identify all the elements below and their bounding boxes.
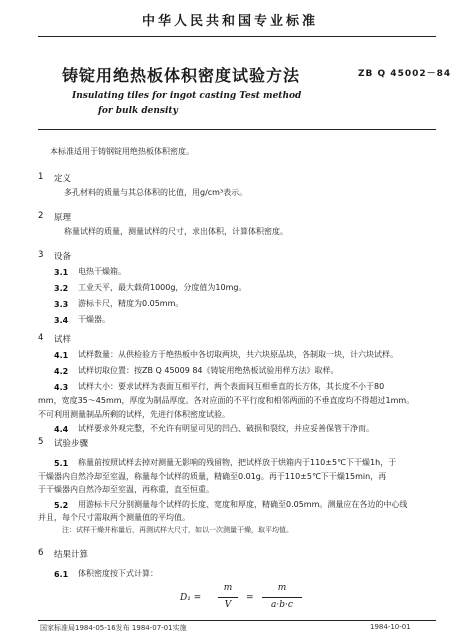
item-5-2-text-line-2: 并且，每个尺寸需取两个测量值的平均值。	[38, 513, 190, 522]
item-3-4-text: 干燥器。	[78, 315, 110, 324]
section-6-number: 6	[38, 548, 44, 558]
item-3-2-number: 3.2	[54, 284, 69, 293]
item-4-3-text-line-1: 试样大小：要求试样为表面互相平行，两个表面间互相垂直的长方体，其长度不小于80	[78, 382, 385, 391]
item-5-1-text-line-1: 称量前按照试样去掉对测量无影响的残留物，把试样放于烘箱内于110±5℃下干燥1h，于	[78, 458, 397, 467]
footer-issue-info: 国家标准局1984-05-16发布 1984-07-01实施	[40, 624, 187, 632]
item-4-2-number: 4.2	[54, 367, 69, 376]
item-4-3-number: 4.3	[54, 383, 69, 392]
formula-equals: =	[246, 593, 254, 603]
item-3-1-number: 3.1	[54, 268, 69, 277]
density-formula	[180, 582, 320, 616]
formula-frac2-denominator: a·b·c	[271, 600, 293, 610]
item-3-2-text: 工业天平，最大载荷1000g，分度值为10mg。	[78, 283, 247, 292]
section-4-number: 4	[38, 333, 44, 343]
item-6-1-text: 体积密度按下式计算：	[78, 569, 158, 578]
item-4-1-number: 4.1	[54, 351, 69, 360]
english-title-line-2: for bulk density	[98, 106, 178, 116]
footer-rule	[38, 620, 436, 621]
section-1-number: 1	[38, 172, 44, 182]
formula-frac1-numerator: m	[223, 583, 233, 593]
document-header: 中华人民共和国专业标准	[141, 14, 318, 29]
section-3-number: 3	[38, 250, 44, 260]
document-title: 铸锭用绝热板体积密度试验方法	[62, 66, 301, 85]
item-6-1-number: 6.1	[54, 570, 69, 579]
item-4-1-text: 试样数量：从供检验方于绝热板中各切取两块，共六块原品块，各制取一块，计六块试样。	[78, 350, 398, 359]
item-3-4-number: 3.4	[54, 316, 69, 325]
section-2-title: 原理	[54, 213, 72, 223]
item-4-4-text: 试样要求外观完整，不允许有明显可见的凹凸、破损和裂纹，并应妥善保管干净而。	[78, 424, 374, 433]
section-5-number: 5	[38, 437, 44, 447]
header-rule	[38, 36, 436, 37]
formula-frac1-bar	[218, 597, 238, 598]
item-5-1-text-line-3: 于干燥器内自然冷却至室温，再称重，直至恒重。	[38, 485, 214, 494]
formula-frac2-bar	[262, 597, 302, 598]
item-3-1-text: 电热干燥箱。	[78, 267, 126, 276]
item-4-2-text: 试样切取位置：按ZB Q 45009 84《铸锭用绝热板试验用样方法》取样。	[78, 366, 339, 375]
footer-date: 1984-10-01	[370, 623, 411, 631]
section-2-number: 2	[38, 211, 44, 221]
item-5-2-number: 5.2	[54, 501, 69, 510]
formula-lhs: D₁ =	[180, 593, 202, 603]
section-5-note: 注：试样干燥并称量后，再测试样大尺寸，如以一次测量干燥，取平均值。	[62, 526, 293, 534]
intro-paragraph: 本标准适用于铸钢锭用绝热板体积密度。	[50, 147, 194, 156]
formula-frac1-denominator: V	[224, 600, 232, 610]
item-5-1-number: 5.1	[54, 459, 69, 468]
section-1-text: 多孔材料的质量与其总体积的比值，用g/cm³表示。	[64, 188, 248, 197]
item-4-4-number: 4.4	[54, 425, 69, 434]
item-3-3-number: 3.3	[54, 300, 69, 309]
section-2-text: 称量试样的质量，测量试样的尺寸，求出体积，计算体积密度。	[64, 227, 288, 236]
formula-frac2-numerator: m	[277, 583, 287, 593]
item-4-3-text-line-3: 不可利用测量制品所剩的试样，先进行体积密度试验。	[38, 410, 230, 419]
item-4-3-text-line-2: mm，宽度35～45mm，厚度为制品厚度。各对应面的不平行度和相邻两面的不垂直度均不得超过1mm。	[38, 396, 415, 405]
item-5-2-text-line-1: 用游标卡尺分别测量每个试样的长度、宽度和厚度，精确至0.05mm。测量应在各边的中心线	[78, 500, 408, 509]
section-3-title: 设备	[54, 252, 72, 262]
title-rule	[38, 129, 436, 130]
item-3-3-text: 游标卡尺，精度为0.05mm。	[78, 299, 184, 308]
item-5-1-text-line-2: 干燥器内自然冷却至室温，称量每个试样的质量，精确至0.01g。再于110±5℃下干燥15min，再	[38, 472, 387, 481]
section-4-title: 试样	[54, 335, 72, 345]
standard-code: ZB Q 45002－84	[358, 69, 452, 79]
section-5-title: 试验步骤	[54, 439, 89, 449]
section-6-title: 结果计算	[54, 550, 89, 560]
english-title-line-1: Insulating tiles for ingot casting Test method	[72, 91, 302, 101]
section-1-title: 定义	[54, 174, 72, 184]
